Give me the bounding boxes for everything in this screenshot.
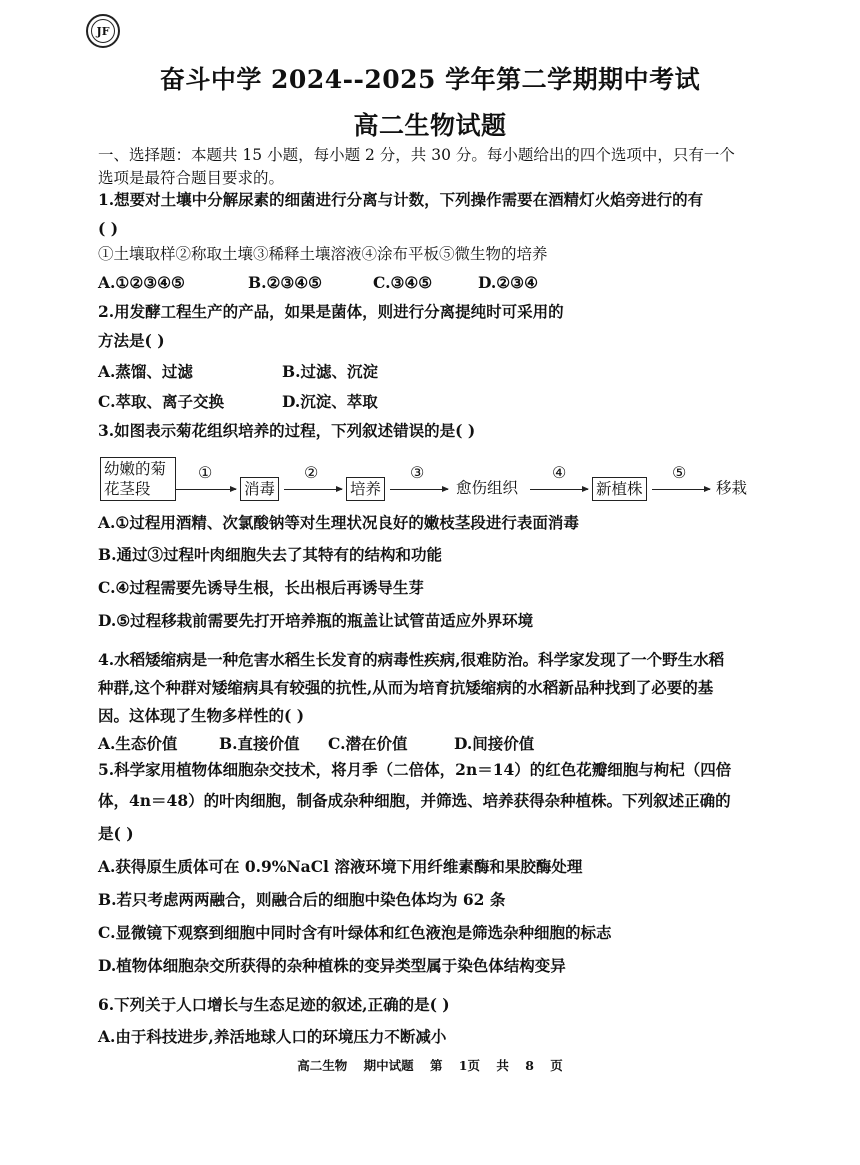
q1-option-d: D.②③④ — [478, 273, 538, 292]
flow-arrow-2 — [284, 489, 342, 490]
q5-option-a: A.获得原生质体可在 0.9%NaCl 溶液环境下用纤维素酶和果胶酶处理 — [98, 857, 583, 876]
school-logo — [86, 14, 120, 48]
q3-stem: 3.如图表示菊花组织培养的过程，下列叙述错误的是( ) — [98, 421, 476, 440]
section-instruction: 一、选择题：本题共 15 小题，每小题 2 分，共 30 分。每小题给出的四个选项中，只有一个 — [98, 146, 735, 164]
q2-option-a: A.蒸馏、过滤 — [98, 362, 193, 381]
q2-options-row1 — [98, 362, 778, 382]
q4-option-b: B.直接价值 — [219, 734, 300, 753]
q3-option-b: B.通过③过程叶肉细胞失去了其特有的结构和功能 — [98, 545, 442, 564]
flow-start-line2: 花茎段 — [104, 480, 151, 498]
flow-start-line1: 幼嫩的菊 — [104, 460, 167, 478]
q6-stem: 6.下列关于人口增长与生态足迹的叙述,正确的是( ) — [98, 995, 450, 1014]
exam-subtitle: 高二生物试题 — [353, 111, 507, 140]
q2-option-b: B.过滤、沉淀 — [282, 362, 378, 381]
q4-options — [98, 734, 778, 754]
flow-start-box — [100, 457, 176, 501]
q4-stem-cont2: 因。这体现了生物多样性的( ) — [98, 706, 305, 725]
q5-option-b: B.若只考虑两两融合，则融合后的细胞中染色体均为 62 条 — [98, 890, 506, 909]
q4-stem-cont: 种群,这个种群对矮缩病具有较强的抗性,从而为培育抗矮缩病的水稻新品种找到了必要的基 — [98, 678, 714, 697]
q1-stem: 1.想要对土壤中分解尿素的细菌进行分离与计数，下列操作需要在酒精灯火焰旁进行的有 — [98, 190, 704, 209]
section-instruction-cont: 选项是最符合题目要求的。 — [98, 169, 285, 187]
q5-option-c: C.显微镜下观察到细胞中同时含有叶绿体和红色液泡是筛选杂种细胞的标志 — [98, 923, 612, 942]
q1-option-b: B.②③④⑤ — [248, 273, 323, 292]
flow-node-disinfect: 消毒 — [240, 477, 279, 501]
exam-title: 奋斗中学 2024--2025 学年第二学期期中考试 — [159, 65, 701, 94]
q6-option-a: A.由于科技进步,养活地球人口的环境压力不断减小 — [98, 1027, 447, 1046]
flow-step-4: ④ — [552, 463, 567, 482]
q4-stem: 4.水稻矮缩病是一种危害水稻生长发育的病毒性疾病,很难防治。科学家发现了一个野生水稻 — [98, 650, 725, 669]
q5-stem: 5.科学家用植物体细胞杂交技术，将月季（二倍体，2n＝14）的红色花瓣细胞与枸杞（四倍 — [98, 760, 732, 779]
flow-arrow-3 — [390, 489, 448, 490]
q4-option-d: D.间接价值 — [454, 734, 535, 753]
q1-steps: ①土壤取样②称取土壤③稀释土壤溶液④涂布平板⑤微生物的培养 — [98, 245, 548, 263]
q2-option-d: D.沉淀、萃取 — [282, 392, 378, 411]
flow-step-5: ⑤ — [672, 463, 687, 482]
q3-option-c: C.④过程需要先诱导生根，长出根后再诱导生芽 — [98, 578, 424, 597]
q3-option-a: A.①过程用酒精、次氯酸钠等对生理状况良好的嫩枝茎段进行表面消毒 — [98, 513, 579, 532]
q5-option-d: D.植物体细胞杂交所获得的杂种植株的变异类型属于染色体结构变异 — [98, 956, 566, 975]
logo-mark: JF — [91, 19, 115, 43]
flow-node-new-plant: 新植株 — [592, 477, 647, 501]
flow-step-3: ③ — [410, 463, 425, 482]
page-footer — [0, 1056, 860, 1074]
q5-stem-cont2: 是( ) — [98, 824, 134, 843]
q3-flow-diagram — [100, 455, 760, 505]
q1-option-a: A.①②③④⑤ — [98, 273, 185, 292]
flow-node-callus: 愈伤组织 — [456, 479, 519, 497]
q4-option-a: A.生态价值 — [98, 734, 178, 753]
footer-total-pages: 共 8 页 — [496, 1058, 563, 1073]
q2-options-row2 — [98, 392, 778, 412]
flow-arrow-4 — [530, 489, 588, 490]
q3-option-d: D.⑤过程移栽前需要先打开培养瓶的瓶盖让试管苗适应外界环境 — [98, 611, 534, 630]
footer-subject: 高二生物 — [297, 1058, 348, 1073]
q2-stem: 2.用发酵工程生产的产品，如果是菌体，则进行分离提纯时可采用的 — [98, 302, 564, 321]
flow-step-1: ① — [198, 463, 213, 482]
flow-step-2: ② — [304, 463, 319, 482]
q5-stem-cont: 体，4n＝48）的叶肉细胞，制备成杂种细胞，并筛选、培养获得杂种植株。下列叙述正确的 — [98, 791, 731, 810]
q2-option-c: C.萃取、离子交换 — [98, 392, 224, 411]
q1-options — [98, 273, 778, 293]
q4-option-c: C.潜在价值 — [328, 734, 408, 753]
q2-stem-cont: 方法是( ) — [98, 331, 165, 350]
q1-blank: ( ) — [98, 219, 119, 238]
footer-page-number: 第 1页 — [429, 1058, 481, 1073]
flow-node-transplant: 移栽 — [716, 479, 748, 497]
flow-arrow-1 — [176, 489, 236, 490]
footer-exam: 期中试题 — [363, 1058, 414, 1073]
flow-node-culture: 培养 — [346, 477, 385, 501]
flow-arrow-5 — [652, 489, 710, 490]
q1-option-c: C.③④⑤ — [373, 273, 433, 292]
